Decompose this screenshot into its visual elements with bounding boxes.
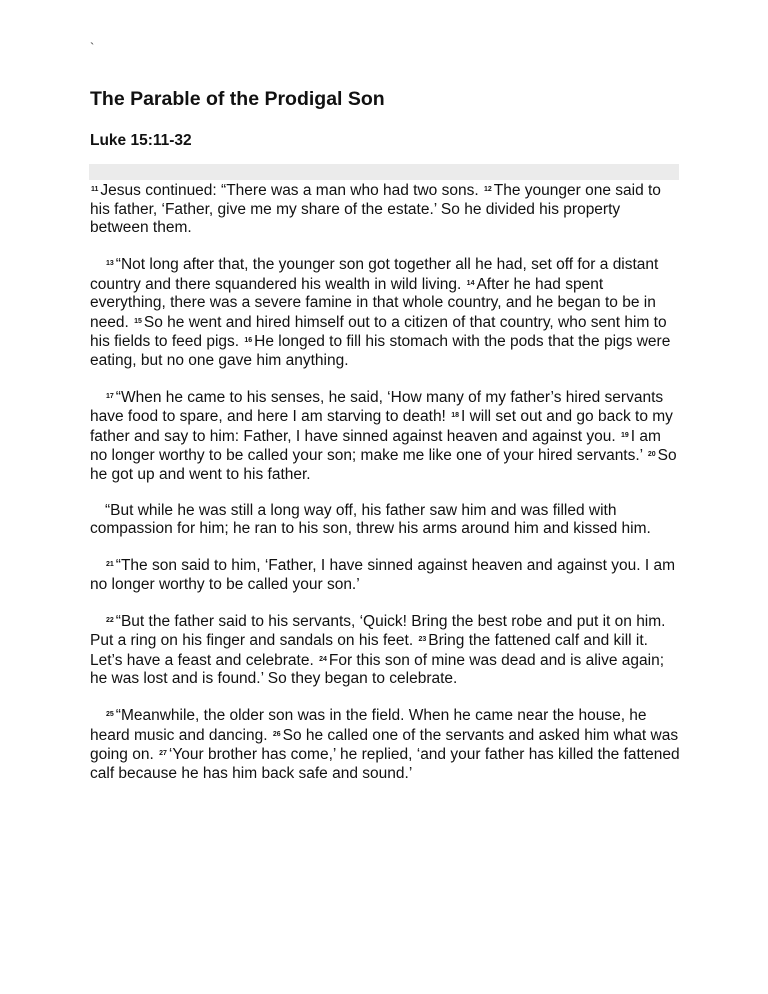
verse-text: “But while he was still a long way off, his father saw him and was filled with compassion for him; he ran to his son, threw his arms around him and kissed him. bbox=[90, 501, 651, 537]
verse-number: 23 bbox=[418, 636, 427, 643]
gray-divider-bar bbox=[89, 164, 679, 180]
verse-number: 25 bbox=[106, 711, 114, 718]
verse-text: “The son said to him, ‘Father, I have sinned against heaven and against you. I am no longer worthy to be called your son.’ bbox=[90, 557, 675, 593]
verse-text: I am no longer worthy to be called your son; make me like one of your hired servants.’ bbox=[90, 427, 661, 464]
stray-mark: ` bbox=[90, 40, 95, 55]
verse-number: 18 bbox=[451, 412, 459, 419]
verse-number: 21 bbox=[106, 561, 114, 568]
verse-text: “But the father said to his servants, ‘Quick! Bring the best robe and put it on him. Put a ring on his finger and sandals on his feet. bbox=[90, 612, 666, 649]
passage-paragraph bbox=[90, 388, 680, 485]
page-title: The Parable of the Prodigal Son bbox=[90, 88, 385, 110]
verse-number: 15 bbox=[134, 317, 142, 325]
verse-number: 13 bbox=[106, 260, 114, 267]
verse-number: 12 bbox=[483, 186, 492, 193]
verse-text: For this son of mine was dead and is alive again; he was lost and is found.’ So they began to celebrate. bbox=[90, 651, 665, 687]
verse-text: So he got up and went to his father. bbox=[90, 447, 677, 483]
verse-number: 16 bbox=[244, 337, 253, 344]
verse-text: Jesus continued: “There was a man who had two sons. bbox=[100, 182, 479, 199]
verse-number: 11 bbox=[91, 186, 99, 193]
verse-number: 20 bbox=[647, 451, 656, 458]
verse-number: 24 bbox=[319, 655, 327, 663]
verse-number: 19 bbox=[620, 431, 629, 439]
verse-number: 22 bbox=[106, 616, 114, 624]
passage-paragraph bbox=[90, 706, 680, 783]
verse-number: 14 bbox=[466, 279, 475, 287]
passage-paragraph bbox=[90, 612, 680, 689]
verse-text: The younger one said to his father, ‘Father, give me my share of the estate.’ So he divided his property between them. bbox=[90, 182, 661, 236]
verse-text: “Meanwhile, the older son was in the field. When he came near the house, he heard music and dancing. bbox=[90, 707, 647, 744]
passage-paragraph bbox=[90, 181, 680, 238]
verse-text: Bring the fattened calf and kill it. Let’s have a feast and celebrate. bbox=[90, 632, 648, 669]
verse-number: 27 bbox=[159, 750, 167, 757]
verse-text: After he had spent everything, there was a severe famine in that whole country, and he began to be in need. bbox=[90, 275, 656, 331]
scripture-reference: Luke 15:11-32 bbox=[90, 132, 192, 149]
verse-text: “When he came to his senses, he said, ‘How many of my father’s hired servants have food to spare, and here I am starving to death! bbox=[90, 388, 664, 425]
verse-text: ‘Your brother has come,’ he replied, ‘and your father has killed the fattened calf because he has him back safe and sound.’ bbox=[90, 746, 680, 782]
verse-text: So he went and hired himself out to a citizen of that country, who sent him to his fields to feed pigs. bbox=[90, 313, 667, 350]
verse-text: I will set out and go back to my father and say to him: Father, I have sinned against heaven and against you. bbox=[90, 408, 673, 445]
passage-body bbox=[90, 181, 680, 801]
verse-number: 26 bbox=[272, 730, 281, 738]
verse-text: He longed to fill his stomach with the pods that the pigs were eating, but no one gave him anything. bbox=[90, 333, 671, 369]
passage-paragraph bbox=[90, 502, 680, 539]
verse-number: 17 bbox=[106, 392, 114, 400]
verse-text: “Not long after that, the younger son got together all he had, set off for a distant country and there squandered his wealth in wild living. bbox=[90, 256, 659, 293]
passage-paragraph bbox=[90, 556, 680, 594]
passage-paragraph bbox=[90, 255, 680, 370]
verse-text: So he called one of the servants and asked him what was going on. bbox=[90, 726, 679, 763]
